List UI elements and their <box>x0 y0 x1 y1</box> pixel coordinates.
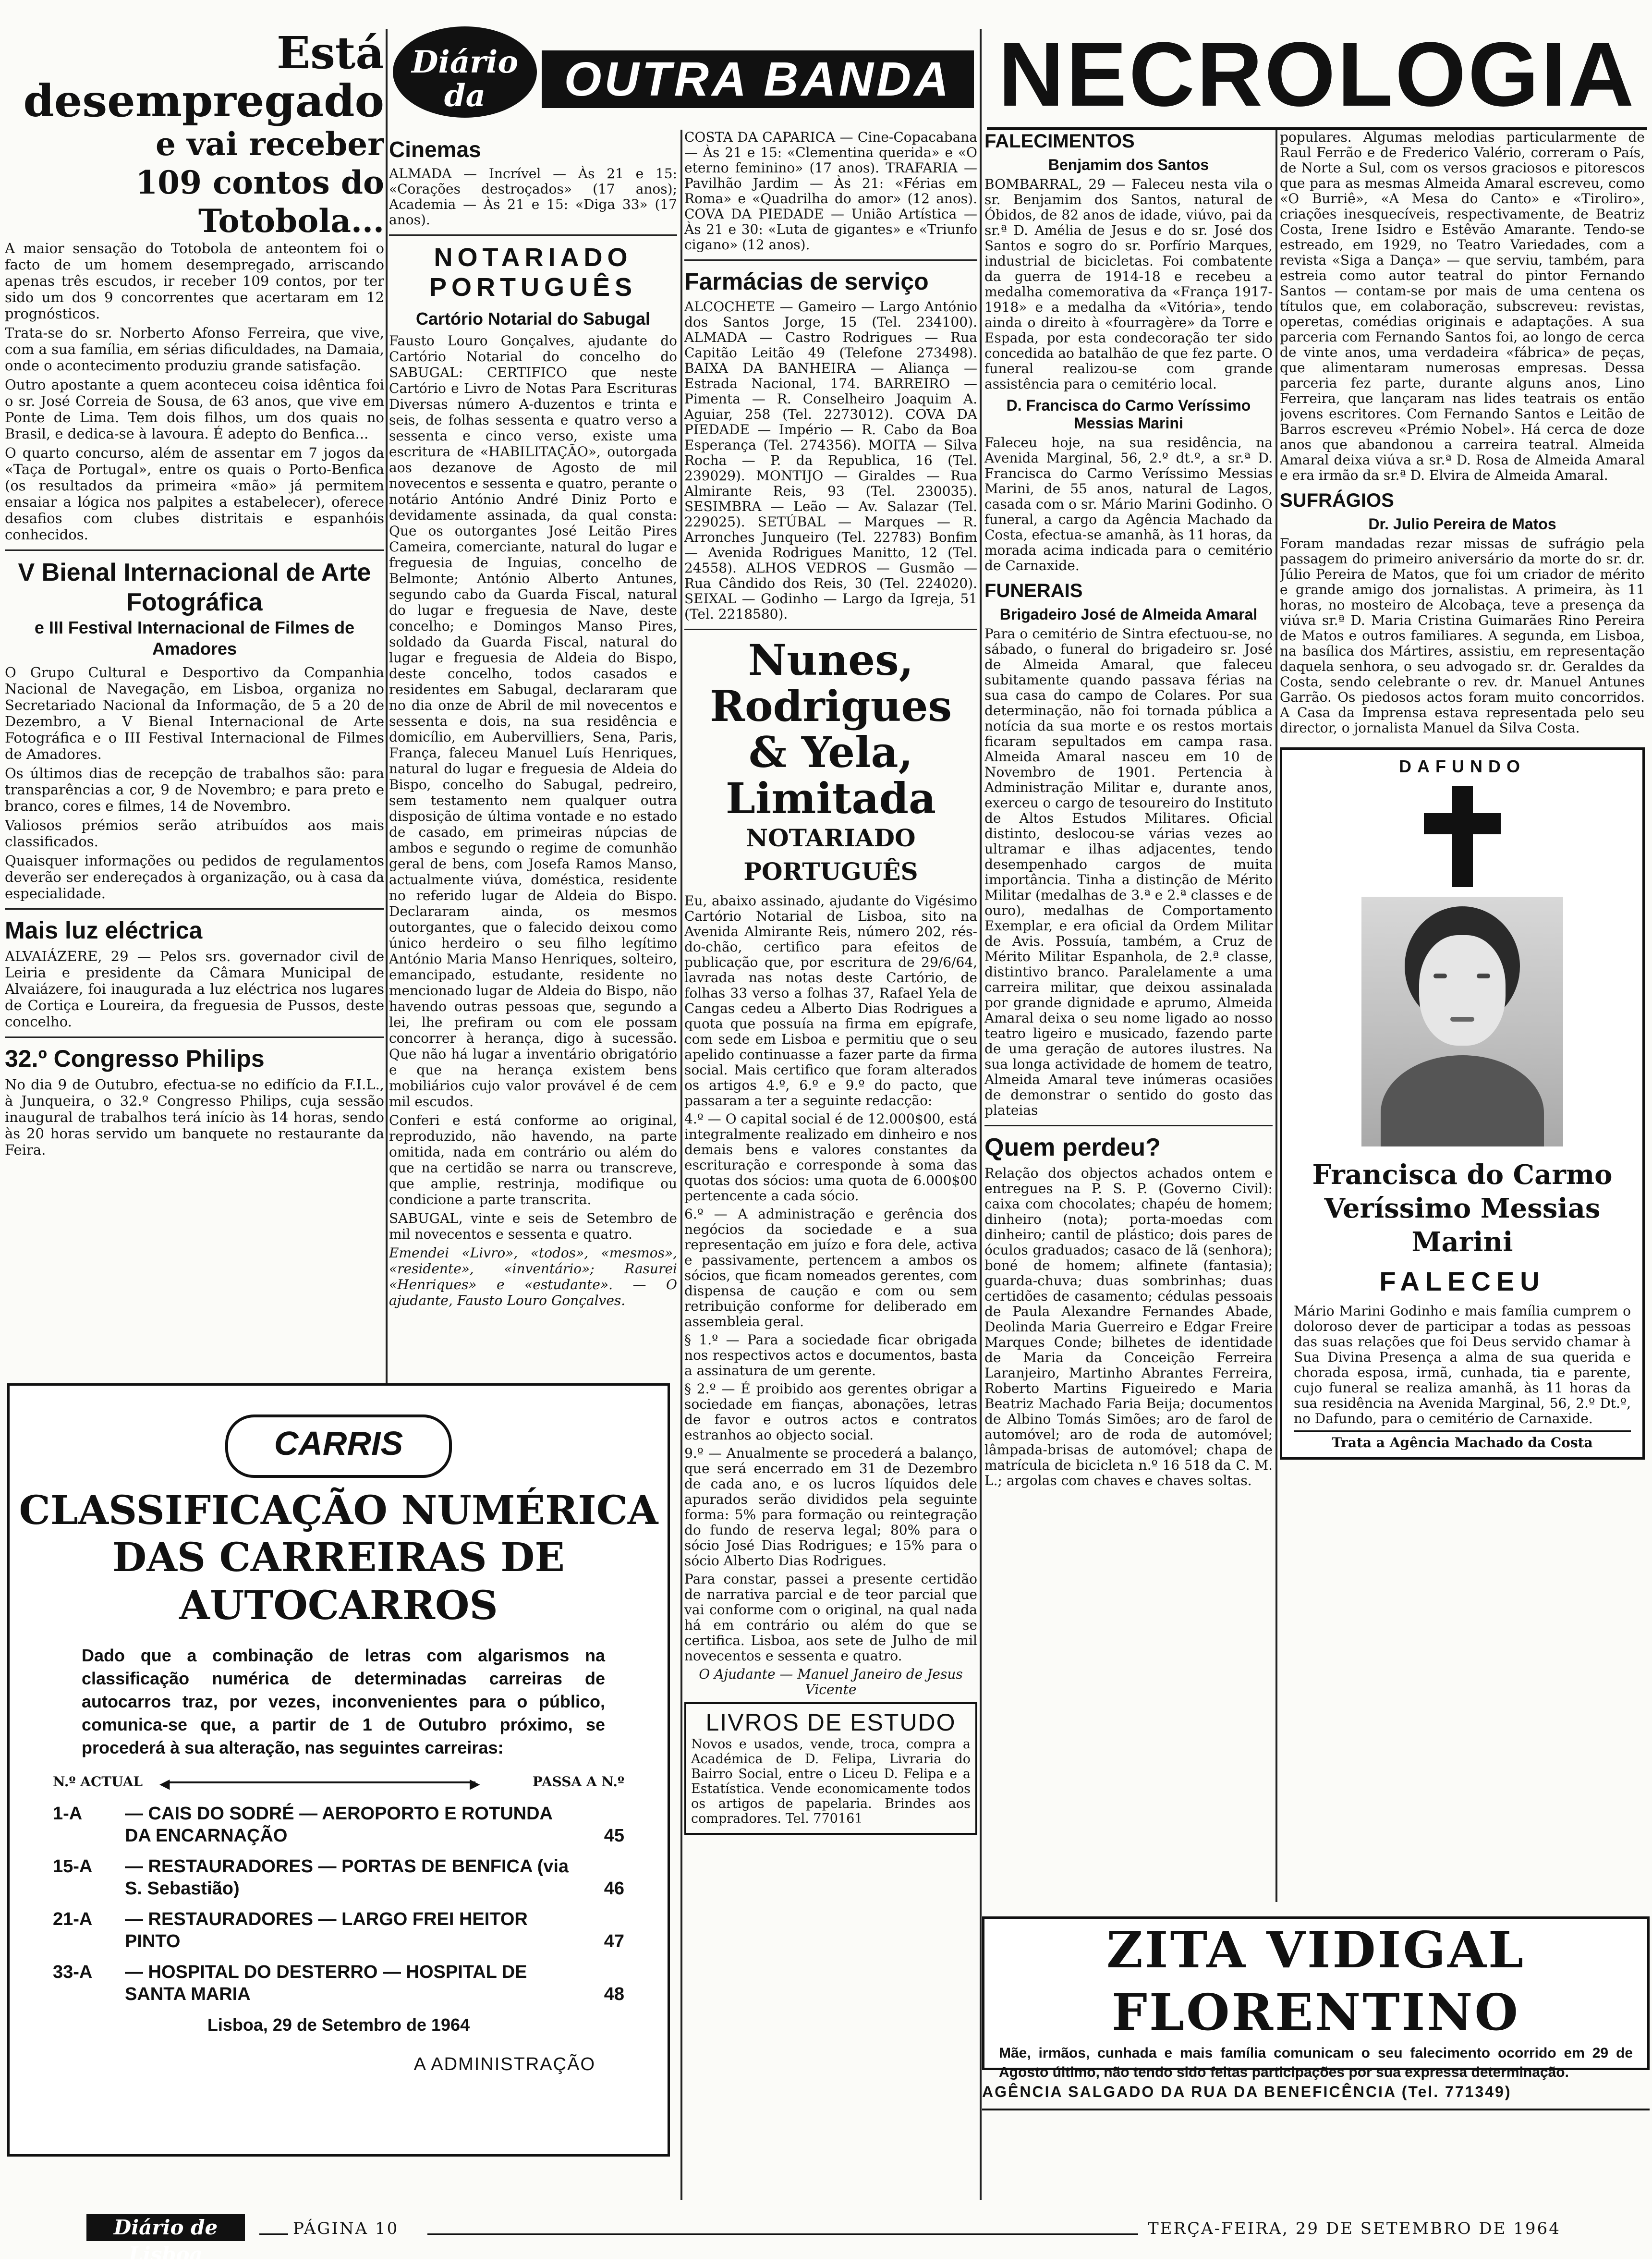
footer-rule <box>259 2233 288 2235</box>
nunes-title: Nunes, Rodrigues & Yela, Limitada <box>709 635 952 823</box>
agency-credit: Trata a Agência Machado da Costa <box>1294 1430 1631 1451</box>
notice-paragraph: 4.º — O capital social é de 12.000$00, está integralmente realizado em dinheiro e nos demais bens e valores constantes da escrituração e corresponde à soma das quotas dos sócios: uma quota de 6.000$00 pertencente a cada sócio. <box>684 1111 977 1204</box>
cartorio-title: Cartório Notarial do Sabugal <box>415 309 651 329</box>
notice-paragraph: 6.º — A administração e gerência dos negócios da sociedade e a sua representação em juízo e fora dele, activa e passivamente, pertencem a ambos os sócios, que ficam nomeados gerentes, com dispensa de caução e com ou sem retribuição conforme for deliberado em assembleia geral. <box>684 1206 977 1329</box>
notariado-subtitle: NOTARIADO PORTUGUÊS <box>743 824 918 886</box>
carris-admin: A ADMINISTRAÇÃO <box>413 2054 595 2074</box>
column-rule <box>386 29 388 1383</box>
agency-line: AGÊNCIA SALGADO DA RUA DA BENEFICÊNCIA (Tel. 771349) <box>982 2075 1650 2110</box>
column-2 <box>389 130 677 1378</box>
cinemas-text: COSTA DA CAPARICA — Cine-Copacabana — Às 21 e 15: «Clementina querida» e «O eterno feminino» (17 anos). TRAFARIA — Pavilhão Jardim — Às 21: «Férias em Roma» e «Quadrilha do amor» (12 anos). COVA DA PIEDADE — União Artística — Às 21 e 30: «Luta de gigantes» e «Triunfo cigano» (12 anos). <box>684 130 977 253</box>
footer-rule <box>427 2233 1138 2235</box>
divider <box>5 1036 384 1038</box>
philips-title: 32.º Congresso Philips <box>5 1045 265 1072</box>
article-paragraph: Valiosos prémios serão atribuídos aos mais classificados. <box>5 817 384 850</box>
zita-notice-box <box>982 1916 1650 2080</box>
livros-title: LIVROS DE ESTUDO <box>705 1709 956 1736</box>
cinemas-text: ALMADA — Incrível — Às 21 e 15: «Corações destroçados» (17 anos); Academia — Às 21 e 15: «Diga 33» (17 anos). <box>389 166 677 228</box>
divider <box>984 1125 1273 1126</box>
obit-text: Faleceu hoje, na sua residência, na Avenida Marginal, 56, 2.º dt.º, a sr.ª D. Francisca do Carmo Veríssimo Messias Marini, de 55 anos, natural de Lagos, casada com o sr. Mário Marini Godinho. O funeral, a cargo da Agência Machado da Costa, efectua-se amanhã, às 11 horas, da morada acima indicada para o cemitério de Carnaxide. <box>984 435 1273 573</box>
notice-paragraph: 9.º — Anualmente se procederá a balanço, que será encerrado em 31 de Dezembro de cada ano, e os lucros líquidos dele apurados serão divididos pela seguinte forma: 5% para formação ou reintegração do fundo de reserva legal; 80% para o sócio José Dias Rodrigues; e 15% para o sócio Alberto Dias Rodrigues. <box>684 1445 977 1569</box>
zita-text: Mãe, irmãos, cunhada e mais família comunicam o seu falecimento ocorrido em 29 de Agosto último, não tendo sido feitas participações por sua expressa determinação. <box>999 2045 1633 2080</box>
arrow-left-icon: ◀ <box>159 1776 170 1792</box>
article-paragraph: O quarto concurso, além de assentar em 7 jogos da «Taça de Portugal», entre os quais o Porto-Benfica (os resultados da primeira «mão» já permitem ensaiar a lógica nos palpites a estabelecer), oferece desafios com clubes distritais e espanhóis conhecidos. <box>5 445 384 543</box>
falecimentos-heading: FALECIMENTOS <box>984 131 1135 152</box>
col-actual-label: N.º ACTUAL <box>53 1774 143 1790</box>
column-rule <box>1275 130 1277 1902</box>
route-name: — RESTAURADORES — LARGO FREI HEITOR PINTO <box>125 1909 528 1951</box>
lost-items-text: Relação dos objectos achados ontem e entregues na P. S. P. (Governo Civil): caixa com chocolates; chapéu de homem; dinheiro (nota); porta-moedas com dinheiro; cantil de plástico; dois pares de óculos graduados; casaco de lã (senhora); boné de homem; alfinete (fantasia); guarda-chuva; duas sombrinhas; duas certidões de casamento; cédulas pessoais de Paula Alexandre Fernandes Abade, Deolinda Maria Guerreiro e Edgar Freire Marques Conde; bilhetes de identidade de Maria da Conceição Ferreira Laranjeiro, Martinho Abrantes Ferreira, Roberto Martins Figueiredo e Maria Beatriz Machado Faria Beija; documentos de Albino Tomás Simões; aro de farol de automóvel; aro de roda de automóvel; lâmpada-brisas de automóvel; chapa de matrícula de bicicleta n.º 16 518 da C. M. L.; argolas com chaves e chaves soltas. <box>984 1165 1273 1488</box>
luz-title: Mais luz eléctrica <box>5 917 203 944</box>
divider <box>684 629 977 630</box>
divider <box>389 234 677 236</box>
article-paragraph: Trata-se do sr. Norberto Afonso Ferreira, que vive, com a sua família, em sérias dificuldades, na Damaia, onde o acontecimento produziu grande satisfação. <box>5 325 384 374</box>
necrologia-title: NECROLOGIA <box>998 24 1636 125</box>
article-paragraph: Outro apostante a quem aconteceu coisa idêntica foi o sr. José Correia de Sousa, de 63 anos, que vive em Ponte de Lima. Tem dois filhos, um dos quais no Brasil, e dedica-se à lavoura. É adepto do Benfica... <box>5 377 384 442</box>
divider <box>684 259 977 261</box>
notice-paragraph: Fausto Louro Gonçalves, ajudante do Cartório Notarial do concelho do SABUGAL: CERTIFICO que neste Cartório e Livro de Notas Para Escrituras Diversas número A-duzentos e trinta e seis, de folhas sessenta e quatro verso a sessenta e cinco verso, existe uma escritura de «HABILITAÇÃO», outorgada aos dezanove de Agosto de mil novecentos e sessenta e quatro, perante o notário António André Diniz Porto e devidamente assinada, da qual consta: Que os outorgantes José Leitão Pires Cameira, comerciante, natural do lugar e freguesia de Inguias, concelho de Belmonte; António Alberto Antunes, segundo cabo da Guarda Fiscal, natural do lugar e freguesia de Nave, deste concelho; e Domingos Manso Pires, soldado da Guarda Fiscal, natural do lugar e freguesia de Aldeia do Bispo, deste concelho, todos casados e residentes em Sabugal, declararam que no dia onze de Abril de mil novecentos e sessenta e dois, na sua residência e domicílio, em Aubervilliers, Sena, Paris, França, faleceu Manuel Luís Henriques, natural do lugar e freguesia de Aldeia do Bispo, concelho do Sabugal, pedreiro, sem testamento nem qualquer outra disposição de última vontade e no estado de casado, em primeiras núpcias de ambos e segundo o regime de comunhão geral de bens, com Josefa Ramos Manso, actualmente viúva, doméstica, residente no referido lugar de Aldeia do Bispo. Declararam ainda, os mesmos outorgantes, que o falecido deixou como único herdeiro o seu filho legítimo António Maria Manso Henriques, solteiro, emancipado, estudante, residente no mencionado lugar de Aldeia do Bispo, não havendo outras pessoas que, segundo a lei, lhe prefiram ou com ele possam concorrer à herança, digo à sucessão. Que não há lugar a inventário obrigatório e que na herança existem bens mobiliários cujo valor provável é de cem mil escudos. <box>389 333 677 1110</box>
route-name: — CAIS DO SODRÉ — AEROPORTO E ROTUNDA DA ENCARNAÇÃO <box>125 1804 552 1846</box>
article-paragraph: Quaisquer informações ou pedidos de regulamentos deverão ser endereçados à organização, ou à casa da especialidade. <box>5 853 384 902</box>
column-4 <box>984 130 1273 2137</box>
notice-paragraph: § 2.º — É proibido aos gerentes obrigar a sociedade em fianças, abonações, letras de favor e outros actos e contratos estranhos ao objecto social. <box>684 1381 977 1443</box>
carris-title-1: CLASSIFICAÇÃO NUMÉRICA <box>19 1488 658 1534</box>
section-name-bar <box>542 50 974 108</box>
totobola-headline <box>5 0 384 240</box>
route-code: 15-A <box>53 1856 93 1877</box>
article-paragraph: A maior sensação do Totobola de anteontem foi o facto de um homem desempregado, arriscando apenas três escudos, ir receber 109 contos, por ter sido um dos 9 concorrentes que acertaram em 12 prognósticos. <box>5 240 384 322</box>
quem-perdeu-title: Quem perdeu? <box>984 1134 1161 1161</box>
obit-name: D. Francisca do Carmo Veríssimo Messias Marini <box>1006 397 1251 432</box>
headline-sub: e vai receber 109 contos do Totobola... <box>135 125 384 240</box>
headline: Está desempregado <box>23 27 384 127</box>
diario-logo: Diário da <box>393 26 537 118</box>
carris-intro: Dado que a combinação de letras com algarismos na classificação numérica de determinadas carreiras de autocarros traz, por vezes, inconvenientes para o público, comunica-se que, a partir de 1 de Outubro próximo, se procederá à sua alteração, nas seguintes carreiras: <box>82 1646 605 1757</box>
faleceu-label: FALECEU <box>1379 1266 1545 1296</box>
death-notice-text: Mário Marini Godinho e mais família cumprem o doloroso dever de participar a todas as pessoas das suas relações que foi Deus servido chamar à Sua Divina Presença a alma de sua querida e chorada esposa, irmã, cunhada, tia e parente, cujo funeral se realiza amanhã, às 11 horas da sua residência na Avenida Marginal, 56, 2.º Dt.º, no Dafundo, para o cemitério de Carnaxide. <box>1294 1303 1631 1427</box>
article-paragraph: No dia 9 de Outubro, efectua-se no edifício da F.I.L., à Junqueira, o 32.º Congresso Philips, cuja sessão inaugural de trabalhos terá início às 14 horas, sendo às 20 horas servido um banquete no restaurante da Feira. <box>5 1076 384 1158</box>
carris-table-header <box>53 1774 624 1798</box>
carris-table <box>53 1803 624 2005</box>
notice-paragraph: SABUGAL, vinte e seis de Setembro de mil novecentos e sessenta e quatro. <box>389 1210 677 1242</box>
death-notice-box <box>1280 747 1645 1460</box>
divider <box>5 908 384 910</box>
arrow-right-icon: ▶ <box>470 1776 480 1792</box>
notice-paragraph: Emendei «Livro», «todos», «mesmos», «residente», «inventário»; Rasurei «Henriques» e «estudante». — O ajudante, Fausto Louro Gonçalves. <box>389 1245 677 1308</box>
necrologia-header <box>987 26 1647 130</box>
route-new-number: 47 <box>604 1931 624 1951</box>
obit-text: BOMBARRAL, 29 — Faleceu nesta vila o sr. Benjamim dos Santos, natural de Óbidos, de 82 anos de idade, viúvo, pai da sr.ª D. Amélia de Jesus e do sr. José dos Santos e sogro do sr. Porfírio Marques, industrial de bicicletas. Foi combatente da guerra de 1914-18 e recebeu a medalha comemorativa da «França 1917-1918» e a medalha da «Vitória», tendo ainda o direito à «fourragère» da Torre e Espada, por esta condecoração ter sido concedida ao batalhão de que fez parte. O funeral realizou-se com grande assistência para o cemitério local. <box>984 176 1273 392</box>
column-rule <box>980 29 982 2200</box>
notice-paragraph: Eu, abaixo assinado, ajudante do Vigésimo Cartório Notarial de Lisboa, sito na Avenida Almirante Reis, número 202, rés-do-chão, certifico para efeitos de publicação que, por escritura de 29/6/64, lavrada nas notas deste Cartório, de folhas 33 verso a folhas 37, Rafael Yela de Cangas cedeu a Alberto Dias Rodrigues a quota que possuía na firma em epígrafe, com sede em Lisboa e permitiu que o seu apelido continuasse a fazer parte da firma social. Mais certifico que foram alterados os artigos 4.º, 6.º e 9.º do pacto, que passaram a ter a seguinte redacção: <box>684 893 977 1109</box>
column-1 <box>5 0 384 1374</box>
cinemas-title: Cinemas <box>389 137 481 162</box>
portrait-photo <box>1361 897 1563 1146</box>
article-paragraph: ALVAIÁZERE, 29 — Pelos srs. governador civil de Leiria e presidente da Câmara Municipal de Alvaiázere, foi inaugurada a luz eléctrica nos lugares de Cortiça e Loureira, da freguesia de Pussos, deste concelho. <box>5 948 384 1030</box>
obit-text: Foram mandadas rezar missas de sufrágio pela passagem do primeiro aniversário da morte do sr. dr. Júlio Pereira de Matos, que foi um criador de mérito e grande amigo dos jornalistas. A primeira, às 11 horas, no mosteiro de Alcobaça, teve a presença da viúva sr.ª D. Maria Cristina Guimarães Rino Pereira de Matos e outros familiares. A segunda, em Lisboa, na basílica dos Mártires, assistiu, em representação daquela senhora, o seu advogado sr. dr. Geraldes da Costa, sendo celebrante o rev. dr. Manuel Antunes Garrão. Os piedosos actos foram muito concorridos. A Casa da Imprensa estava representada pelo seu director, o jornalista Manuel da Silva Costa. <box>1280 536 1645 736</box>
obit-text: Para o cemitério de Sintra efectuou-se, no sábado, o funeral do brigadeiro sr. José de Almeida Amaral, que faleceu subitamente quando passava férias na sua casa do campo de Colares. Por sua determinação, não foi tornada pública a notícia da sua morte e os restos mortais ficaram sepultados em campa rasa. Almeida Amaral nasceu em 10 de Novembro de 1901. Pertencia à Administração Militar e, durante anos, exerceu o cargo de tesoureiro do Instituto de Altos Estudos Militares. Oficial distinto, deslocou-se várias vezes ao ultramar e ilhas adjacentes, tendo desempenhado cargos de muita importância. Tinha a distinção de Mérito Militar (medalhas de 3.ª e 2.ª classes e de ouro), medalhas de Comportamento Exemplar, e era oficial da Ordem Militar de Avis. Possuía, também, a Cruz de Mérito Militar Espanhola, de 2.ª classe, distintivo branco. Paralelamente a uma carreira militar, que deixou assinalada por grande dignidade e aprumo, Almeida Amaral deixa o seu nome ligado ao nosso teatro ligeiro e musicado, fazendo parte de uma geração de autores ilustres. Na sua longa actividade de homem de teatro, Almeida Amaral teve inúmeras ocasiões de demonstrar o sentido do gosto das plateias <box>984 626 1273 1118</box>
obit-name: Brigadeiro José de Almeida Amaral <box>999 606 1258 623</box>
obit-text: populares. Algumas melodias particularmente de Raul Ferrão e de Frederico Valério, correram o País, de Norte a Sul, com os versos graciosos e pitorescos que para as mesmas Almeida Amaral escreveu, como «O Burriê», «A Mesa do Canto» e «Tiroliro», criações inesquecíveis, respectivamente, de Beatriz Costa, Irene Isidro e Estêvão Amarante. Tendo-se estreado, em 1929, no Teatro Variedades, com a revista «Siga a Dança» — que serviu, também, para estreia como autor teatral do pintor Fernando Santos — contam-se por mais de uma centena os títulos que, em colaboração, subscreveu: revistas, operetas, comédias originais e adaptações. A sua parceria com Fernando Santos foi, ao longo de cerca de vinte anos, uma verdadeira «fábrica» de peças, que alimentaram numerosas empresas. Dessa parceria fez parte, durante alguns anos, Lino Ferreira, que lançaram nas lides teatrais os então jovens escritores. Com Fernando Santos e Leitão de Barros escreveu «Prémio Nobel». Há cerca de doze anos que abandonou a carreira teatral. Almeida Amaral deixa viúva a sr.ª D. Rosa de Almeida Amaral e era irmão da sr.ª D. Elvira de Almeida Amaral. <box>1280 130 1645 483</box>
obit-name: Benjamim dos Santos <box>1048 156 1209 173</box>
carris-logo: CARRIS <box>225 1414 452 1478</box>
farmacias-title: Farmácias de serviço <box>684 268 929 295</box>
notice-signature: O Ajudante — Manuel Janeiro de Jesus Vicente <box>699 1666 963 1697</box>
carris-row <box>53 1961 624 2005</box>
route-new-number: 46 <box>604 1878 624 1899</box>
article-paragraph: O Grupo Cultural e Desportivo da Companhia Nacional de Navegação, em Lisboa, organiza no Secretariado Nacional da Informação, de 5 a 20 de Dezembro, a V Bienal Internacional de Arte Fotográfica e o III Festival Internacional de Filmes de Amadores. <box>5 664 384 762</box>
notice-paragraph: Conferi e está conforme ao original, reproduzido, não havendo, na parte omitida, nada em contrário ou além do que na certidão se narra ou transcreve, que amplie, restrinja, modifique ou condicione a parte transcrita. <box>389 1112 677 1207</box>
route-new-number: 48 <box>604 1984 624 2004</box>
carris-ad <box>7 1383 670 2157</box>
cross-icon <box>1424 786 1501 887</box>
bienal-title: V Bienal Internacional de Arte Fotográfica <box>18 559 371 616</box>
carris-row <box>53 1855 624 1900</box>
footer-paper-name: Diário de Lisboa <box>86 2214 245 2241</box>
dafundo-label: DAFUNDO <box>1399 756 1526 776</box>
carris-title-2: DAS CARREIRAS DE AUTOCARROS <box>112 1535 565 1629</box>
bienal-subtitle: e III Festival Internacional de Filmes de Amadores <box>34 618 355 658</box>
zita-name: ZITA VIDIGAL FLORENTINO <box>1106 1920 1525 2042</box>
sufragios-heading: SUFRÁGIOS <box>1280 490 1394 511</box>
article-paragraph: Os últimos dias de recepção de trabalhos são: para transparências a cor, 9 de Novembro; e para preto e branco, cores e filmes, 14 de Novembro. <box>5 765 384 814</box>
column-3 <box>684 130 977 2253</box>
notice-paragraph: Para constar, passei a presente certidão de narrativa parcial e de teor parcial que vai conforme com o original, na qual nada há em contrário ou além do que se certifica. Lisboa, aos sete de Julho de mil novecentos e sessenta e quatro. <box>684 1571 977 1664</box>
carris-date: Lisboa, 29 de Setembro de 1964 <box>207 2015 470 2035</box>
col-passa-label: PASSA A N.º <box>532 1774 624 1790</box>
arrow-icon <box>168 1781 475 1783</box>
carris-row <box>53 1803 624 1847</box>
route-code: 1-A <box>53 1804 83 1824</box>
farmacias-text: ALCOCHETE — Gameiro — Largo António dos Santos Jorge, 15 (Tel. 234100). ALMADA — Castro Rodrigues — Rua Capitão Leitão 49 (Telefone 273498). BAIXA DA BANHEIRA — Aliança — Estrada Nacional, 174. BARREIRO — Pimenta — R. Conselheiro Joaquim A. Aguiar, 258 (Tel. 2273012). COVA DA PIEDADE — Império — R. Cabo da Boa Esperança (Tel. 274356). MOITA — Silva Rocha — P. da Republica, 16 (Tel. 239029). MONTIJO — Giraldes — Rua Almirante Reis, 93 (Tel. 230035). SESIMBRA — Leão — Av. Salazar (Tel. 229025). SETÚBAL — Marques — R. Arronches Junqueiro (Tel. 22783) Bonfim — Avenida Rodrigues Manitto, 12 (Tel. 24558). ALHOS VEDROS — Gusmão — Rua Cândido dos Reis, 30 (Tel. 224020). SEIXAL — Godinho — Largo da Igreja, 51 (Tel. 2218580). <box>684 299 977 622</box>
divider <box>5 549 384 551</box>
outra-banda-header <box>393 26 974 122</box>
carris-row <box>53 1908 624 1952</box>
notariado-title: NOTARIADO PORTUGUÊS <box>429 243 637 302</box>
livros-box <box>684 1702 977 1835</box>
route-new-number: 45 <box>604 1826 624 1846</box>
route-name: — RESTAURADORES — PORTAS DE BENFICA (via S. Sebastião) <box>125 1856 569 1899</box>
footer-page: PÁGINA 10 <box>293 2219 399 2238</box>
obit-name: Dr. Julio Pereira de Matos <box>1368 515 1556 533</box>
route-name: — HOSPITAL DO DESTERRO — HOSPITAL DE SANTA MARIA <box>125 1962 527 2004</box>
funerais-heading: FUNERAIS <box>984 580 1083 601</box>
column-rule <box>680 130 682 2200</box>
notice-paragraph: § 1.º — Para a sociedade ficar obrigada nos respectivos actos e documentos, basta a assinatura de um gerente. <box>684 1332 977 1378</box>
deceased-name: Francisca do Carmo Veríssimo Messias Marini <box>1312 1159 1613 1258</box>
route-code: 33-A <box>53 1962 93 1982</box>
livros-text: Novos e usados, vende, troca, compra a Académica de D. Felipa, Livraria do Bairro Social, entre o Liceu D. Felipa e a Estatística. Vende economicamente todos os artigos de papelaria. Brindes aos compradores. Tel. 770161 <box>691 1737 971 1826</box>
section-name: OUTRA BANDA <box>564 52 952 106</box>
route-code: 21-A <box>53 1909 93 1929</box>
footer-date: TERÇA-FEIRA, 29 DE SETEMBRO DE 1964 <box>1148 2219 1561 2238</box>
